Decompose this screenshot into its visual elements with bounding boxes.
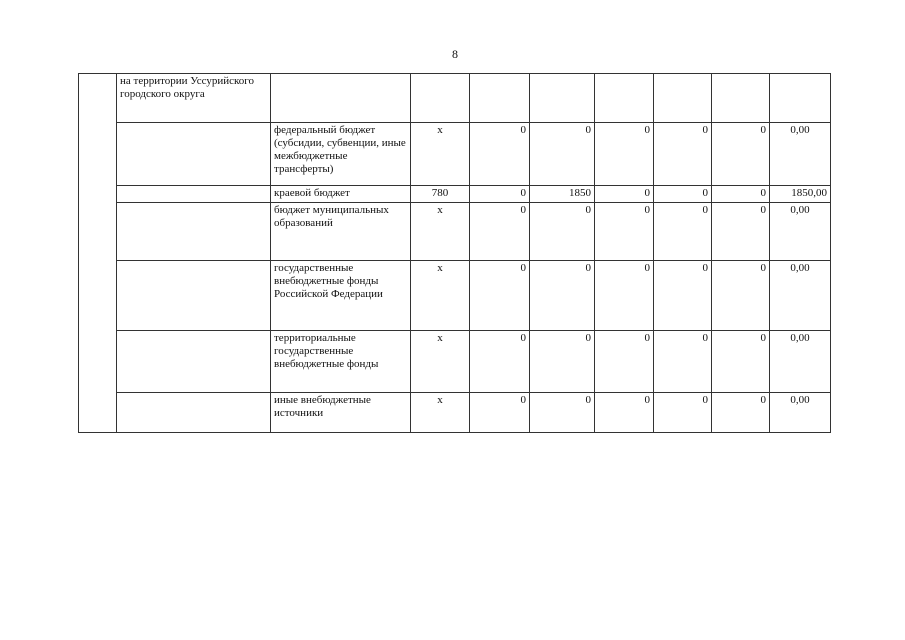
table-row [79,393,831,433]
program-cell [117,186,271,203]
total-cell: 0,00 [770,261,831,331]
value-cell: 0 [595,261,654,331]
value-cell: 0 [530,203,595,261]
total-cell: 0,00 [770,331,831,393]
value-cell: 0 [470,203,530,261]
value-cell: 1850 [530,186,595,203]
value-cell: x [411,203,470,261]
value-cell: 0 [470,331,530,393]
value-cell: 0 [654,393,712,433]
value-cell: 0 [530,261,595,331]
value-cell: 0 [470,123,530,186]
source-cell: территориальные государственные внебюджетные фонды [271,331,411,393]
value-cell: 0 [654,261,712,331]
program-cell [117,261,271,331]
total-cell: 0,00 [770,123,831,186]
value-cell: 0 [530,123,595,186]
value-cell: 0 [530,393,595,433]
source-cell [271,74,411,123]
value-cell [654,74,712,123]
value-cell: 0 [654,123,712,186]
value-cell: 0 [595,186,654,203]
value-cell: 0 [654,203,712,261]
row-number-cell [79,74,117,433]
value-cell: 0 [712,261,770,331]
value-cell [411,74,470,123]
budget-table [78,73,831,433]
total-cell [770,74,831,123]
value-cell: 0 [470,261,530,331]
value-cell: 0 [712,393,770,433]
value-cell: 0 [470,186,530,203]
table-row [79,123,831,186]
value-cell: x [411,331,470,393]
value-cell: 0 [654,331,712,393]
value-cell: 0 [712,123,770,186]
value-cell: x [411,393,470,433]
value-cell: 0 [595,123,654,186]
program-cell [117,331,271,393]
total-cell: 0,00 [770,203,831,261]
source-cell: бюджет муниципальных образований [271,203,411,261]
value-cell: 0 [470,393,530,433]
value-cell [712,74,770,123]
value-cell: x [411,123,470,186]
program-cell [117,123,271,186]
table-row [79,186,831,203]
source-cell: иные внебюджетные источники [271,393,411,433]
value-cell [470,74,530,123]
program-cell: на территории Уссурийского городского округа [117,74,271,123]
value-cell: 0 [595,331,654,393]
page-number: 8 [452,47,458,61]
value-cell: 0 [712,203,770,261]
value-cell: 0 [712,186,770,203]
total-cell: 0,00 [770,393,831,433]
table-row [79,74,831,123]
value-cell: 780 [411,186,470,203]
value-cell: 0 [595,203,654,261]
value-cell [595,74,654,123]
table-row [79,261,831,331]
source-cell: государственные внебюджетные фонды Российской Федерации [271,261,411,331]
value-cell: 0 [530,331,595,393]
value-cell: 0 [595,393,654,433]
program-cell [117,203,271,261]
value-cell: x [411,261,470,331]
table-row [79,331,831,393]
value-cell: 0 [654,186,712,203]
value-cell: 0 [712,331,770,393]
table-row [79,203,831,261]
total-cell: 1850,00 [770,186,831,203]
source-cell: федеральный бюджет (субсидии, субвенции, иные межбюджетные трансферты) [271,123,411,186]
value-cell [530,74,595,123]
source-cell: краевой бюджет [271,186,411,203]
program-cell [117,393,271,433]
